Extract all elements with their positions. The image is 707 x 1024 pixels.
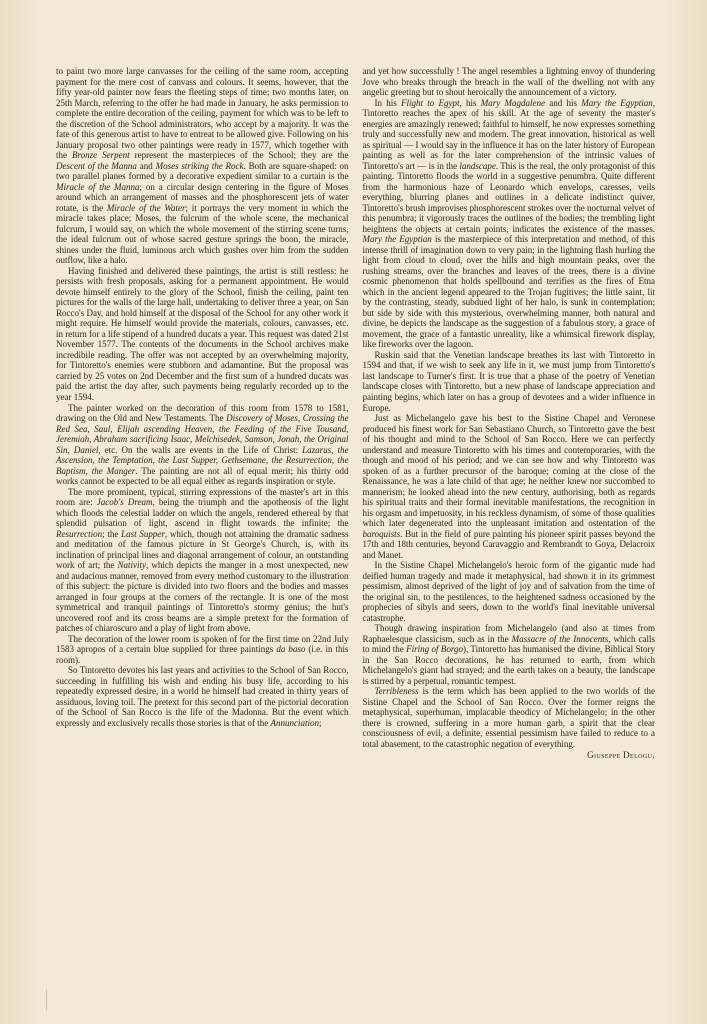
right-paragraph-6: Though drawing inspiration from Michelangelo (and also at times from Raphaelesque classicism, such as in the Massacre of the Innocents, which calls to mind the Firing of Borgo), Tintoretto has humanised the divine, Biblical Story in the San Rocco decorations, he has returned to earth, from which Michelangelo's giant had strayed; and the earth takes on a beauty, the landscape is stirred by a perpetual, romantic tempest. [362, 623, 655, 686]
right-paragraph-5: In the Sistine Chapel Michelangelo's heroic form of the gigantic nude had deified human tragedy and made it metaphysical, had shown it in its grimmest pessimism, almost deprived of the light of joy and of salvation from the time of the original sin, to the pestilences, to the heightened sadness occasioned by the prophecies of sibyls and seers, down to the world's final inevitable universal catastrophe. [362, 560, 655, 623]
page-edge-mark [46, 990, 47, 1010]
right-paragraph-4: Just as Michelangelo gave his best to the Sistine Chapel and Veronese produced his finest work for San Sebastiano Church, so Tintoretto gave the best of his thought and mind to the School of San Rocco. Here we can perfectly understand and measure Tintoretto with his times and contemporaries, with the though and mood of his period; and we can see how and why Tintoretto was spoken of as a further precursor of the baroque; coming at the close of the Renaissance, he was a late child of that age; he neither knew nor succombed to mannerism; he looked ahead into the new century, authorising, both as regards his spiritual traits and their formal inevitable manifestations, the recognition in his orgasm and impetuosity, in his reckless dynamism, of some of those qualities which later degenerated into the unpleasant imitation and ostentation of the baroquists. But in the field of pure painting his pioneer spirit passes beyond the 17th and 18th centuries, beyond Caravaggio and Rembrandt to Goya, Delacroix and Manet. [362, 413, 655, 560]
left-paragraph-1: to paint two more large canvasses for the ceiling of the same room, accepting payment for the mere cost of canvass and colours. It seems, however, that the fifty year-old painter now fears the fleeting steps of time; two months later, on 25th March, referring to the offer he had made in January, he asks permission to complete the entire decoration of the ceiling, payment for which was to be left to the discretion of the School administrators, who accept by a majority. It was the fate of this generous artist to have to entreat to be allowed give. Following on his January proposal two other paintings were ready in 1577, which together with the Bronze Serpent represent the masterpieces of the School; they are the Descent of the Manna and Moses striking the Rock. Both are square-shaped: on two parallel planes formed by a decorative expedient similar to a curtain is the Miracle of the Manna; on a circular design centering in the figure of Moses around which an arrangement of masses and the phosphorescent jets of water rotate, is the Miracle of the Water; it portrays the very moment in which the miracle takes place; Moses, the fulcrum of the whole scene, the mechanical fulcrum, I would say, on which the whole movement of the stirring scene turns, the ideal fulcrum out of whose sacred gesture springs the boon, the miracle, shines under the fluid, luminous arch which gushes over him from the sudden outflow, like a halo. [56, 66, 349, 266]
right-column [363, 66, 656, 760]
left-paragraph-2: Having finished and delivered these paintings, the artist is still restless: he persists with fresh proposals, asking for a permanent appointment. He would devote himself entirely to the glory of the School, finish the ceiling, paint ten pictures for the walls of the large hall, undertaking to deliver three a year, on San Rocco's Day, and hold himself at the disposal of the School for any other work it might require. He himself would provide the materials, colours, canvasses, etc. in return for a life stipend of a hundred ducats a year. This request was dated 21st November 1577. The contents of the documents in the School archives make incredibile reading. The offer was not accepted by an overwhelming majority, for Tintoretto's enemies were stubborn and adamantine. But the proposal was carried by 25 votes on 2nd December and the first sum of a hundred ducats was paid the artist the day after, such payments being regularly recorded up to the year 1594. [56, 265, 349, 402]
right-paragraph-2: In his Flight to Egypt, his Mary Magdalene and his Mary the Egyptian, Tintoretto reaches the apex of his skill. At the age of seventy the master's energies are amazingly renewed; faithful to himself, he now expresses something truly and successfully new and modern. The great innovation, historical as well as spiritual — I would say in the influence it has on the later history of European painting as well as for the later comprehension of the intrinsic values of Tintoretto's art — is in the landscape. This is the real, the only protagonist of this painting. Tintoretto floods the world in a suggestive penumbra. Quite different from the harmonious haze of Leonardo which envelops, caresses, veils everything, blurring planes and outlines in a delicate indistinct quiver, Tintoretto's brush improvises phosphorescent strokes over the nocturnal velvet of this penumbra; it vigorously traces the outlines of the bodies; the trembling light heightens the objects at certain points, indicates the existence of the masses. Mary the Egyptian is the masterpiece of this interpretation and method, of this intense thrill of imagination down to very pain; in the lightning flash hurling the light from cloud to cloud, over the hills and high mountain peaks, over the rushing streams, over the branches and leaves of the trees, there is a divine cosmic phenomenon that holds spellbound and terrifies as the fires of Etna which in the ancient legend appeared to the Trojan fugitives; the little saint, lit by the contrasting, steady, subdued light of her halo, is sunk in contemplation; but side by side with this mysterious, overwhelming manner, both natural and divine, he depicts the landscape as the suggestion of a fabulous story, a grace of movement, the grace of a fantastic unreality, like a whimsical firework display, like fireworks over the lagoon. [362, 97, 656, 350]
right-paragraph-1: and yet how successfully ! The angel resembles a lightning envoy of thundering Jove who breaks through the breach in the wall of the dwelling not with any angelic greeting but to shout heroically the announcement of a victory. [362, 66, 655, 98]
right-paragraph-3: Ruskin said that the Venetian landscape breathes its last with Tintoretto in 1594 and that, if we wish to seek any life in it, we must jump from Tintoretto's last landscape to Turner's first. It is true that a phase of the poetry of Venetian landscape closes with Tintoretto, but a new phase of landscape appreciation and painting begins, which later on has a group of devotees and a wider influence in Europe. [362, 349, 655, 413]
left-paragraph-5: The decoration of the lower room is spoken of for the first time on 22nd July 1583 apropos of a certain blue supplied for three paintings da baso (i.e. in this room). [56, 633, 349, 665]
left-paragraph-3: The painter worked on the decoration of this room from 1578 to 1581, drawing on the Old and New Testaments. The Discovery of Moses, Crossing the Red Sea, Saul, Elijah ascending Heaven, the Feeding of the Five Tousand, Jeremiah, Abraham sacrificing Isaac, Melchisedek, Samson, Jonah, the Original Sin, Daniel, etc. On the walls are events in the Life of Christ: Lazarus, the Ascension, the Temptation, the Last Supper, Gethsemane, the Resurrection, the Baptism, the Manger. The painting are not all of equal merit; his thirty odd works cannot be expected to be all equal either as regards inspiration or style. [56, 402, 349, 487]
left-paragraph-6: So Tintoretto devotes his last years and activities to the School of San Rocco, succeeding in fulfilling his wish and ending his busy life, according to his repeatedly expressed desire, in a world he himself had created in thirty years of assiduous, loving toil. The pretext for this second part of the pictorial decoration of the School of San Rocco is the life of the Madonna. But the event which expressly and exclusively recalls those stories is that of the Annunciation; [56, 665, 349, 728]
left-column [56, 66, 349, 760]
author-signature: Giuseppe Delogu. [587, 749, 655, 760]
two-column-text [56, 66, 655, 760]
left-paragraph-4: The more prominent, typical, stirring expressions of the master's art in this room are: Jacob's Dream, being the triumph and the apotheosis of the light which floods the celestial ladder on which the angels, rendered ethereal by that splendid pulsation of light, ascend in flight towards the infinite; the Resurrection; the Last Supper, which, though not attaining the dramatic sadness and meditation of the famous picture in St George's Church, is, with its inclination of principal lines and diagonal arrangement of colour, an outstanding work of art; the Nativity, which depicts the manger in a most unexpected, new and audacious manner, removed from every method customary to the illustration of this subject: the picture is divided into two floors and the bodies and masses arranged in four groups at the corners of the rectangle. It is one of the most symmetrical and tranquil paintings of Tintoretto's stormy genius; the hut's uncovered roof and its cross beams are a simple pretext for the formation of patches of chiaroscuro and a play of light from above. [56, 486, 349, 634]
right-paragraph-7: Terribleness is the term which has been applied to the two worlds of the Sistine Chapel and the School of San Rocco. Over the former reigns the metaphysical, superhuman, implacable theodicy of Michelangelo; in the other there is crowned, suffering in a more human garb, a spirit that the clear consciousness of evil, a definite, essential pessimism have failed to reduce to a total abasement, to the catastrophic negation of everything. [362, 686, 655, 749]
